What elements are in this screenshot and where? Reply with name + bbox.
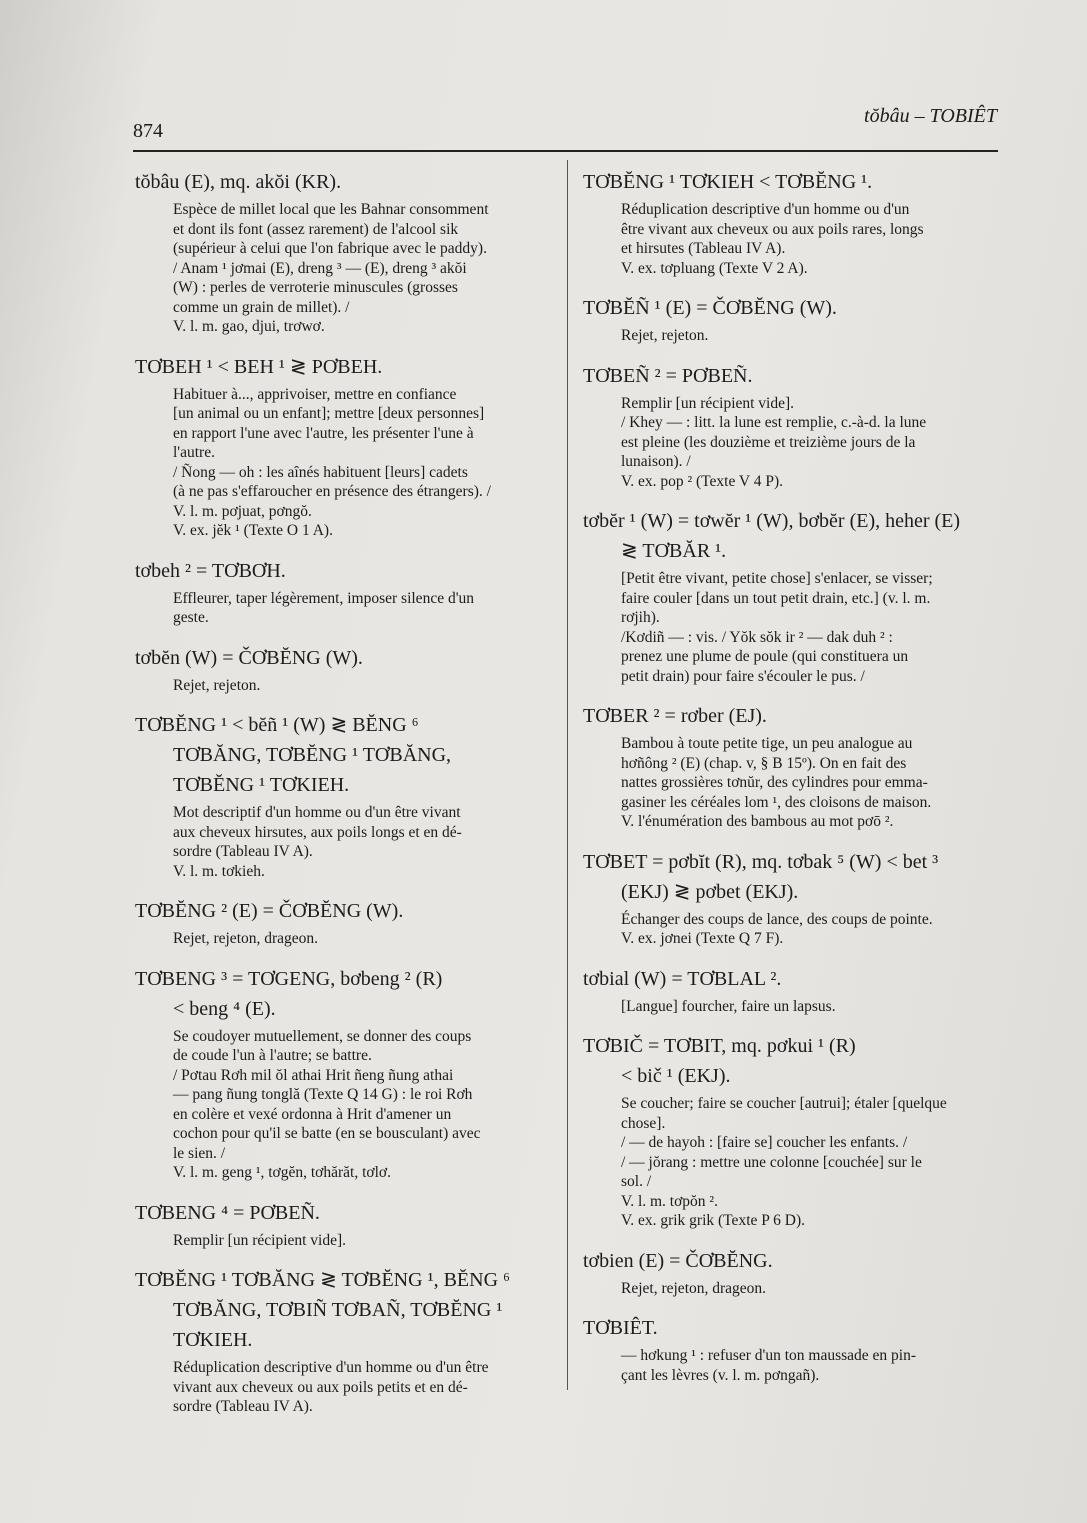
dictionary-entry xyxy=(583,1034,1003,1231)
dictionary-entry xyxy=(583,1316,1003,1385)
definition-line: V. ex. jĕk ¹ (Texte O 1 A). xyxy=(173,522,333,539)
definition-line: vivant aux cheveux ou aux poils petits et en dé- xyxy=(173,1378,468,1396)
definition-line: le sien. / xyxy=(173,1144,226,1162)
running-head: tŏbâu – TOBIÊT xyxy=(864,105,997,127)
entry-headword: TƠKIEH. xyxy=(173,1329,253,1351)
definition-line: (supérieur à celui que l'on fabrique avec le paddy). xyxy=(173,240,487,257)
definition-line: Mot descriptif d'un homme ou d'un être vivant xyxy=(173,804,461,821)
entry-definition xyxy=(621,200,1003,278)
entry-headword: TƠBĂNG, TƠBĔNG ¹ TƠBĂNG, xyxy=(173,744,452,766)
entry-headword: tŏbâu (E), mq. akŏi (KR). xyxy=(135,171,342,193)
entry-headword: TƠBER ² = rơber (EJ). xyxy=(583,705,767,727)
definition-line: sordre (Tableau IV A). xyxy=(173,1398,313,1415)
definition-line: (W) : perles de verroterie minuscules (grosses xyxy=(173,279,458,296)
definition-line: [Petit être vivant, petite chose] s'enlacer, se visser; xyxy=(621,570,933,587)
entry-definition xyxy=(621,326,1003,346)
dictionary-entry xyxy=(583,509,1003,686)
entry-headword: TƠBĔNG ¹ TƠBĂNG ≷ TƠBĔNG ¹, BĔNG ⁶ xyxy=(135,1269,510,1291)
entry-headword: TƠBĔÑ ¹ (E) = ČƠBĔNG (W). xyxy=(583,297,837,319)
definition-line: est pleine (les douzième et treizième jours de la xyxy=(621,433,916,451)
entry-headword: TƠBĔNG ² (E) = ČƠBĔNG (W). xyxy=(135,900,404,922)
entry-definition xyxy=(621,997,1003,1017)
definition-line: /Kơdiñ — : vis. / Yŏk sŏk ir ² — dak duh ² : xyxy=(621,628,893,646)
definition-line: V. ex. grik grik (Texte P 6 D). xyxy=(621,1212,806,1229)
definition-line: / — de hayoh : [faire se] coucher les enfants. / xyxy=(621,1134,908,1151)
definition-line: aux cheveux hirsutes, aux poils longs et en dé- xyxy=(173,823,462,841)
entry-definition xyxy=(621,910,1003,949)
entry-headword: tơbĕn (W) = ČƠBĔNG (W). xyxy=(135,646,363,669)
entry-headword: TƠBĔNG ¹ < bĕñ ¹ (W) ≷ BĔNG ⁶ xyxy=(135,714,419,736)
definition-line: en colère et vexé ordonna à Hrit d'amener un xyxy=(173,1105,452,1123)
entry-definition xyxy=(621,1279,1003,1299)
definition-line: sordre (Tableau IV A). xyxy=(173,843,313,860)
dictionary-entry xyxy=(583,704,1003,832)
entry-headword: tơbĕr ¹ (W) = tơwĕr ¹ (W), bơbĕr (E), heher (E) xyxy=(583,510,961,532)
definition-line: et hirsutes (Tableau IV A). xyxy=(621,240,786,257)
definition-line: çant les lèvres (v. l. m. pơngañ). xyxy=(621,1366,820,1384)
dictionary-entry xyxy=(135,170,555,337)
entry-definition xyxy=(173,676,555,696)
entry-headword: TƠBEH ¹ < BEH ¹ ≷ PƠBEH. xyxy=(135,355,383,378)
definition-line: Habituer à..., apprivoiser, mettre en confiance xyxy=(173,385,457,403)
entry-definition xyxy=(173,1231,555,1251)
definition-line: Se coudoyer mutuellement, se donner des coups xyxy=(173,1027,472,1045)
left-column xyxy=(135,170,555,1435)
dictionary-entry xyxy=(583,364,1003,492)
dictionary-entry xyxy=(135,713,555,881)
entry-headword: TƠBIÊT. xyxy=(583,1317,658,1339)
entry-definition xyxy=(621,569,1003,686)
definition-line: sol. / xyxy=(621,1173,652,1190)
definition-line: Bambou à toute petite tige, un peu analogue au xyxy=(621,735,913,752)
entry-headword: TƠBENG ³ = TƠGENG, bơbeng ² (R) xyxy=(135,967,443,990)
definition-line: — hơkung ¹ : refuser d'un ton maussade en pin- xyxy=(621,1347,917,1364)
definition-line: cochon pour qu'il se batte (en se bousculant) avec xyxy=(173,1125,481,1142)
definition-line: / Anam ¹ jơmai (E), dreng ³ — (E), dreng ³ akŏi xyxy=(173,259,467,277)
definition-line: Remplir [un récipient vide]. xyxy=(173,1231,347,1249)
dictionary-entry xyxy=(135,899,555,949)
entry-definition xyxy=(173,385,555,541)
definition-line: [Langue] fourcher, faire un lapsus. xyxy=(621,997,836,1015)
entry-definition xyxy=(173,1358,555,1417)
entry-definition xyxy=(173,1027,555,1183)
definition-line: faire couler [dans un tout petit drain, etc.] (v. l. m. xyxy=(621,589,931,607)
column-divider xyxy=(567,160,568,1390)
definition-line: nattes grossières tơnŭr, des cylindres pour emma- xyxy=(621,774,928,791)
definition-line: de coude l'un à l'autre; se battre. xyxy=(173,1047,372,1064)
definition-line: / Ñong — oh : les aînés habituent [leurs] cadets xyxy=(173,463,468,481)
definition-line: Échanger des coups de lance, des coups de pointe. xyxy=(621,910,933,928)
dictionary-entry xyxy=(135,1201,555,1251)
definition-line: (à ne pas s'effaroucher en présence des étrangers). / xyxy=(173,483,491,500)
dictionary-entry xyxy=(135,646,555,696)
entry-headword: TƠBĂNG, TƠBIÑ TƠBAÑ, TƠBĔNG ¹ xyxy=(173,1299,503,1321)
definition-line: — pang ñung tonglă (Texte Q 14 G) : le roi Rơh xyxy=(173,1086,473,1103)
dictionary-entry xyxy=(135,559,555,628)
entry-definition xyxy=(621,734,1003,832)
definition-line: être vivant aux cheveux ou aux poils rares, longs xyxy=(621,220,924,238)
definition-line: V. l'énumération des bambous au mot pơō ². xyxy=(621,813,894,830)
definition-line: en rapport l'une avec l'autre, les présenter l'une à xyxy=(173,424,474,442)
definition-line: et dont ils font (assez rarement) de l'alcool sik xyxy=(173,220,459,238)
dictionary-entry xyxy=(583,1249,1003,1299)
definition-line: [un animal ou un enfant]; mettre [deux personnes] xyxy=(173,405,485,422)
definition-line: Rejet, rejeton. xyxy=(621,327,709,344)
definition-line: / — jŏrang : mettre une colonne [couchée] sur le xyxy=(621,1153,922,1171)
definition-line: Remplir [un récipient vide]. xyxy=(621,394,795,412)
definition-line: geste. xyxy=(173,609,209,626)
definition-line: Rejet, rejeton, drageon. xyxy=(621,1279,767,1297)
entry-headword: TƠBĔNG ¹ TƠKIEH < TƠBĔNG ¹. xyxy=(583,171,873,193)
dictionary-entry xyxy=(583,967,1003,1017)
definition-line: V. ex. tơpluang (Texte V 2 A). xyxy=(621,259,808,277)
definition-line: Rejet, rejeton. xyxy=(173,676,261,694)
definition-line: chose]. xyxy=(621,1114,666,1132)
entry-headword: TƠBĔNG ¹ TƠKIEH. xyxy=(173,774,350,796)
definition-line: lunaison). / xyxy=(621,453,691,470)
definition-line: V. l. m. gao, djui, trơwơ. xyxy=(173,318,325,335)
definition-line: Réduplication descriptive d'un homme ou d'un être xyxy=(173,1359,489,1376)
definition-line: prenez une plume de poule (qui constituera un xyxy=(621,648,909,665)
entry-headword: TƠBEÑ ² = PƠBEÑ. xyxy=(583,364,753,387)
entry-headword: < beng ⁴ (E). xyxy=(173,997,276,1020)
definition-line: V. ex. jơnei (Texte Q 7 F). xyxy=(621,930,784,947)
entry-headword: tơbien (E) = ČƠBĔNG. xyxy=(583,1249,773,1272)
definition-line: hơñông ² (E) (chap. v, § B 15º). On en fait des xyxy=(621,754,907,772)
entry-definition xyxy=(621,1346,1003,1385)
entry-headword: tơbial (W) = TƠBLAL ². xyxy=(583,967,782,990)
entry-headword: ≷ TƠBĂR ¹. xyxy=(621,540,727,562)
definition-line: Espèce de millet local que les Bahnar consomment xyxy=(173,201,489,218)
entry-definition xyxy=(173,589,555,628)
definition-line: V. l. m. tơkieh. xyxy=(173,862,265,880)
dictionary-entry xyxy=(583,850,1003,949)
entry-definition xyxy=(173,929,555,949)
entry-definition xyxy=(621,394,1003,492)
dictionary-entry xyxy=(135,1268,555,1417)
entry-definition xyxy=(621,1094,1003,1231)
entry-definition xyxy=(173,200,555,337)
page-number: 874 xyxy=(133,120,163,142)
dictionary-entry xyxy=(135,355,555,541)
entry-headword: tơbeh ² = TƠBƠH. xyxy=(135,559,286,582)
entry-headword: < bič ¹ (EKJ). xyxy=(621,1065,731,1087)
entry-headword: TƠBIČ = TƠBIT, mq. pơkui ¹ (R) xyxy=(583,1035,856,1057)
definition-line: Effleurer, taper légèrement, imposer silence d'un xyxy=(173,589,474,607)
definition-line: Rejet, rejeton, drageon. xyxy=(173,930,319,947)
entry-headword: (EKJ) ≷ pơbet (EKJ). xyxy=(621,880,799,903)
definition-line: gasiner les céréales lom ¹, des cloisons de maison. xyxy=(621,793,932,811)
definition-line: V. l. m. pơjuat, pơngŏ. xyxy=(173,502,312,520)
definition-line: / Pơtau Rơh mil ŏl athai Hrit ñeng ñung athai xyxy=(173,1066,454,1084)
entry-headword: TƠBET = pơbĭt (R), mq. tơbak ⁵ (W) < bet ³ xyxy=(583,850,939,873)
entry-definition xyxy=(173,803,555,881)
dictionary-entry xyxy=(135,967,555,1183)
definition-line: rơjih). xyxy=(621,609,660,626)
definition-line: petit drain) pour faire s'écouler le pus. / xyxy=(621,667,865,685)
definition-line: Se coucher; faire se coucher [autrui]; étaler [quelque xyxy=(621,1095,947,1112)
definition-line: V. l. m. tơpŏn ². xyxy=(621,1192,718,1210)
definition-line: l'autre. xyxy=(173,444,215,461)
definition-line: V. ex. pop ² (Texte V 4 P). xyxy=(621,472,784,490)
definition-line: / Khey — : litt. la lune est remplie, c.-à-d. la lune xyxy=(621,414,927,431)
dictionary-entry xyxy=(583,170,1003,278)
definition-line: V. l. m. geng ¹, tơgĕn, tơhărăt, tơlơ. xyxy=(173,1164,391,1181)
definition-line: comme un grain de millet). / xyxy=(173,298,350,316)
entry-headword: TƠBENG ⁴ = PƠBEÑ. xyxy=(135,1201,320,1224)
right-column xyxy=(583,170,1003,1403)
header-rule xyxy=(133,150,998,152)
definition-line: Réduplication descriptive d'un homme ou d'un xyxy=(621,201,910,218)
dictionary-entry xyxy=(583,296,1003,346)
